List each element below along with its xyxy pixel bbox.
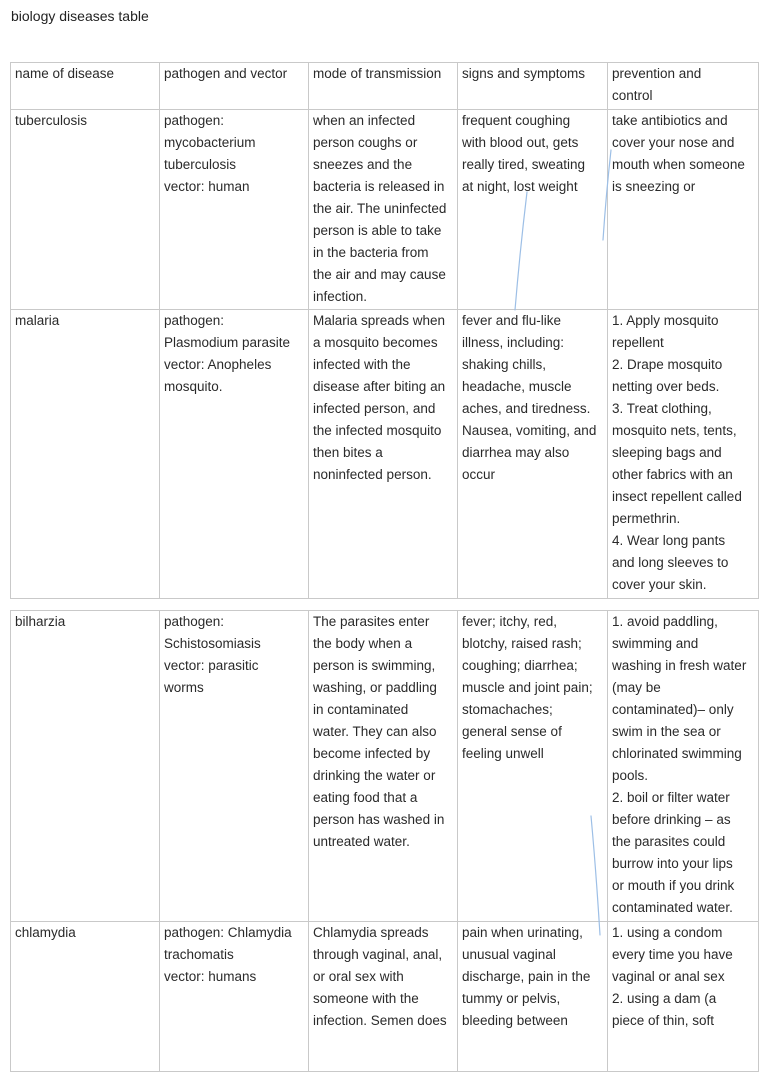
cell-disease-name: chlamydia <box>11 922 160 1072</box>
header-signs-and-symptoms: signs and symptoms <box>458 63 608 110</box>
cell-transmission: Malaria spreads when a mosquito becomes infected with the disease after biting an infected person, and the infected mosquito then bites a noninfected person. <box>309 310 458 599</box>
cell-prevention: 1. using a condom every time you have vaginal or anal sex 2. using a dam (a piece of thin, soft <box>608 922 759 1072</box>
cell-pathogen: pathogen: mycobacterium tuberculosis vector: human <box>160 110 309 310</box>
table-row <box>11 922 759 1072</box>
cell-prevention: 1. avoid paddling, swimming and washing in fresh water (may be contaminated)– only swim in the sea or chlorinated swimming pools. 2. boil or filter water before drinking – as the parasites could burrow into your lips or mouth if you drink contaminated water. <box>608 611 759 922</box>
header-mode-of-transmission: mode of transmission <box>309 63 458 110</box>
table-row <box>11 310 759 599</box>
table-row <box>11 110 759 310</box>
cell-prevention: 1. Apply mosquito repellent 2. Drape mosquito netting over beds. 3. Treat clothing, mosquito nets, tents, sleeping bags and other fabrics with an insect repellent called permethrin. 4. Wear long pants and long sleeves to cover your skin. <box>608 310 759 599</box>
cell-symptoms: frequent coughing with blood out, gets really tired, sweating at night, lost weight <box>458 110 608 310</box>
cell-disease-name: malaria <box>11 310 160 599</box>
cell-pathogen: pathogen: Chlamydia trachomatis vector: humans <box>160 922 309 1072</box>
cell-transmission: Chlamydia spreads through vaginal, anal, or oral sex with someone with the infection. Semen does <box>309 922 458 1072</box>
cell-pathogen: pathogen: Plasmodium parasite vector: Anopheles mosquito. <box>160 310 309 599</box>
header-name-of-disease: name of disease <box>11 63 160 110</box>
cell-transmission: The parasites enter the body when a person is swimming, washing, or paddling in contaminated water. They can also become infected by drinking the water or eating food that a person has washed in untreated water. <box>309 611 458 922</box>
table-row <box>11 611 759 922</box>
cell-symptoms: fever; itchy, red, blotchy, raised rash; coughing; diarrhea; muscle and joint pain; stomachaches; general sense of feeling unwell <box>458 611 608 922</box>
diseases-table-top <box>10 62 759 599</box>
header-pathogen-and-vector: pathogen and vector <box>160 63 309 110</box>
header-prevention-and-control: prevention and control <box>608 63 759 110</box>
diseases-table-bottom <box>10 610 759 1072</box>
cell-disease-name: tuberculosis <box>11 110 160 310</box>
table-header-row <box>11 63 759 110</box>
cell-disease-name: bilharzia <box>11 611 160 922</box>
cell-symptoms: fever and flu-like illness, including: shaking chills, headache, muscle aches, and tiredness. Nausea, vomiting, and diarrhea may also occur <box>458 310 608 599</box>
document-title: biology diseases table <box>11 8 149 24</box>
cell-pathogen: pathogen: Schistosomiasis vector: parasitic worms <box>160 611 309 922</box>
cell-transmission: when an infected person coughs or sneezes and the bacteria is released in the air. The uninfected person is able to take in the bacteria from the air and may cause infection. <box>309 110 458 310</box>
cell-symptoms: pain when urinating, unusual vaginal discharge, pain in the tummy or pelvis, bleeding between <box>458 922 608 1072</box>
cell-prevention: take antibiotics and cover your nose and mouth when someone is sneezing or <box>608 110 759 310</box>
